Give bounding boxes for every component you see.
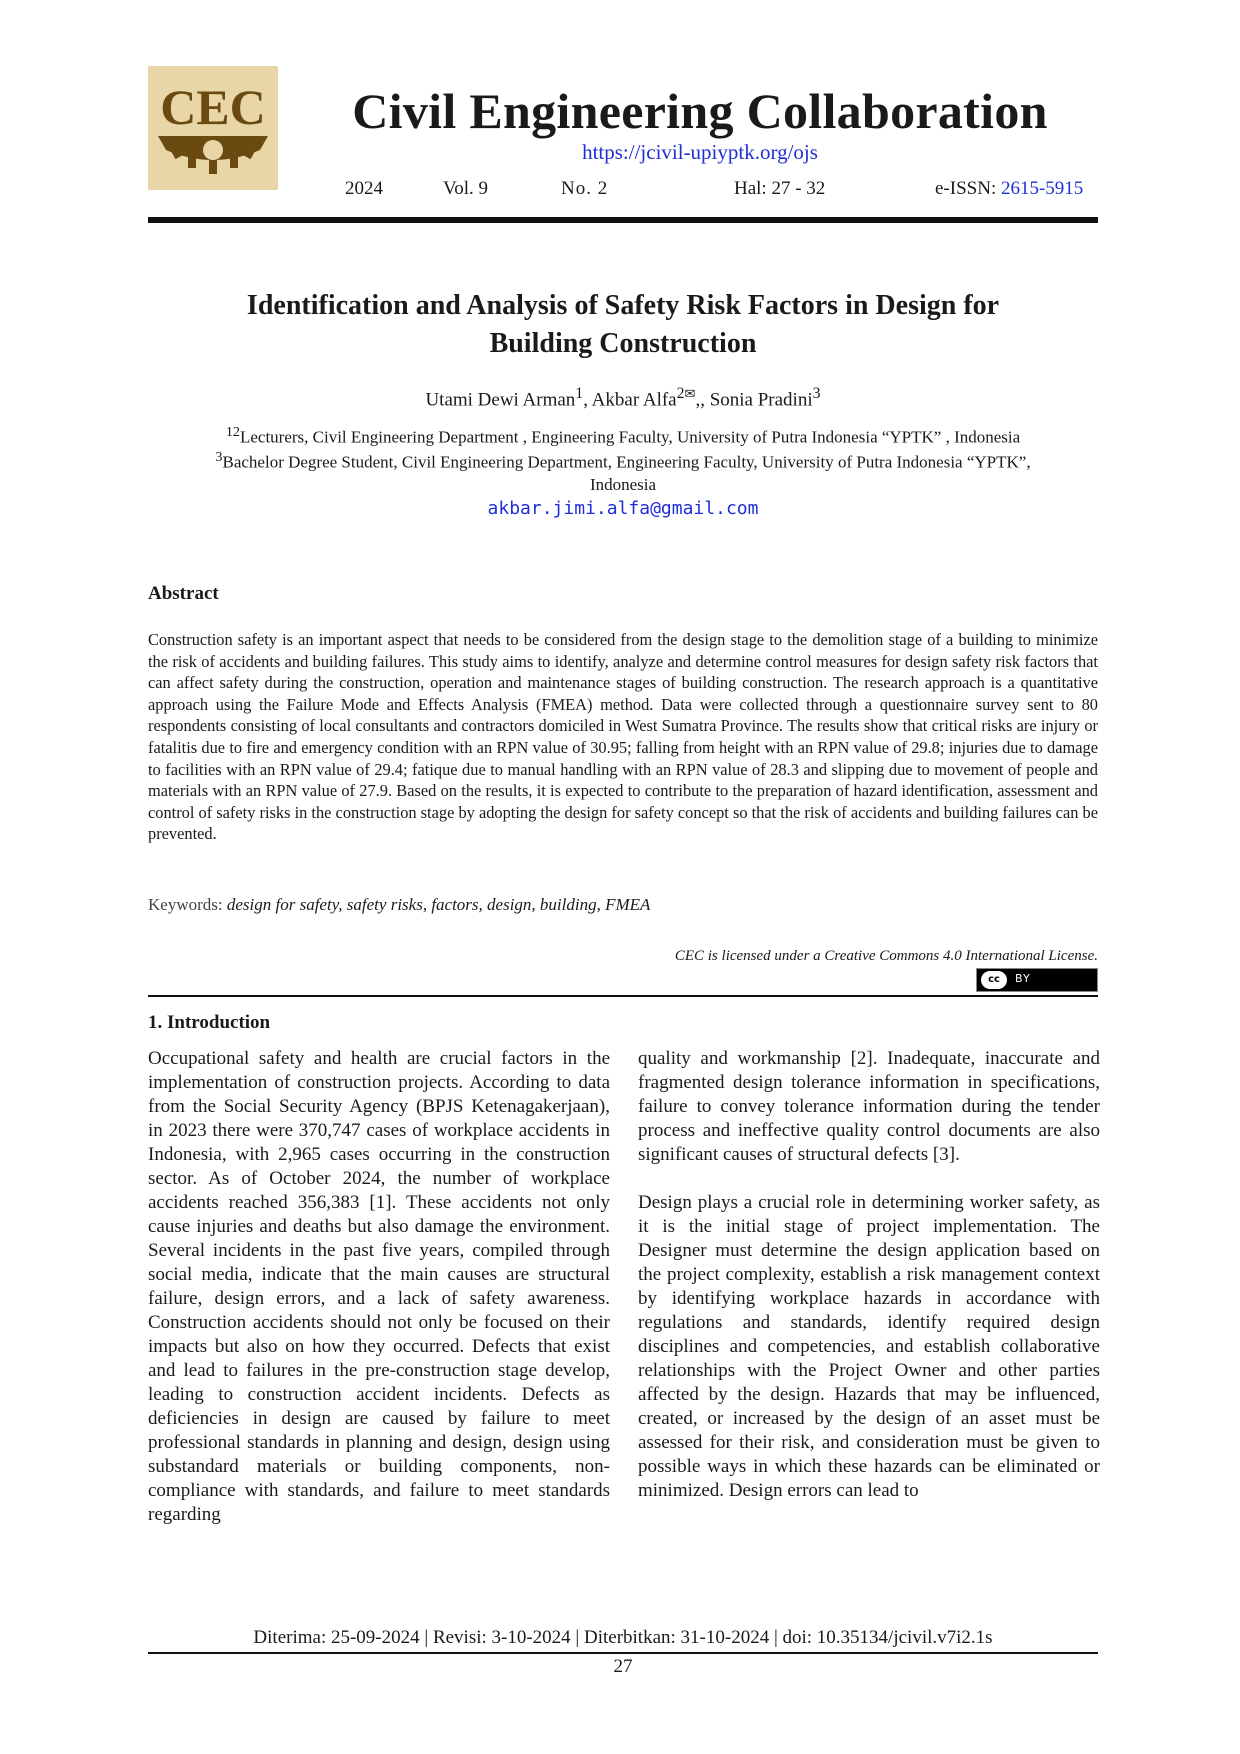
corresponding-email-link[interactable]: akbar.jimi.alfa@gmail.com [487,498,759,519]
affiliation-1 [148,421,1098,449]
body-paragraph: quality and workmanship [2]. Inadequate, inaccurate and fragmented design tolerance information in specifications, failure to convey tolerance information during the tender process and ineffective quality control documents are also significant causes of structural defects [3]. [638,1048,1100,1165]
affiliation-2 [148,446,1098,496]
issue-number: No. 2 [561,178,609,199]
abstract-heading: Abstract [148,583,219,604]
author-sup: 2 [676,385,685,402]
left-column [148,1047,610,1527]
keywords-list: design for safety, safety risks, factors, design, building, FMEA [226,895,651,914]
issue-pages: Hal: 27 - 32 [734,178,826,199]
mail-icon: ✉ [684,386,696,401]
author-list [148,385,1098,411]
by-icon: BY [1015,972,1031,985]
eissn-label: e-ISSN: [935,178,997,199]
section-divider [148,995,1098,997]
issue-year: 2024 [345,178,383,199]
eissn [935,178,1083,200]
keywords-label: Keywords: [148,895,223,914]
cc-by-badge[interactable] [976,968,1098,992]
paper-title-line1: Identification and Analysis of Safety Risk Factors in Design for [246,290,1000,321]
affiliation-sup: 12 [225,424,240,440]
keywords [148,895,1098,915]
publication-dates: Diterima: 25-09-2024 | Revisi: 3-10-2024 | Diterbitkan: 31-10-2024 | doi: 10.35134/jcivil.v7i2.1s [253,1627,993,1648]
author-name: Utami Dewi Arman [425,389,576,411]
eissn-link[interactable]: 2615-5915 [1000,178,1084,199]
footer-divider [148,1652,1098,1654]
abstract-text: Construction safety is an important aspect that needs to be considered from the design stage to the demolition stage of a building to minimize the risk of accidents and building failures. This study aims to identify, analyze and determine control measures for design safety risk factors that can affect safety during the construction, operation and maintenance stages of building construction. The research approach is a quantitative approach using the Failure Mode and Effects Analysis (FMEA) method. Data were collected through a questionnaire survey sent to 80 respondents consisting of local consultants and contractors domiciled in West Sumatra Province. The results show that critical risks are injury or fatalitis due to fire and emergency condition with an RPN value of 30.95; falling from height with an RPN value of 29.8; injuries due to damage to facilities with an RPN value of 29.4; fatique due to manual handling with an RPN value of 28.3 and slipping due to movement of people and materials with an RPN value of 27.9. Based on the results, it is expected to contribute to the preparation of hazard identification, assessment and control of safety risks in the construction stage by adopting the design for safety concept so that the risk of accidents and building failures can be prevented. [148,630,1098,844]
author-name: , Akbar Alfa [583,389,677,411]
paper-title [148,287,1098,363]
journal-logo [148,66,278,190]
right-column [638,1047,1100,1503]
author-sup: 1 [575,385,584,402]
affiliation-sup: 3 [215,449,223,465]
header-divider [148,217,1098,223]
body-paragraph: Occupational safety and health are crucial factors in the implementation of construction projects. According to data from the Social Security Agency (BPJS Ketenagakerjaan), in 2023 there were 370,747 cases of workplace accidents in Indonesia, with 2,965 cases occurring in the construction sector. As of October 2024, the number of workplace accidents reached 356,383 [1]. These accidents not only cause injuries and deaths but also damage the environment. Several incidents in the past five years, compiled through social media, indicate that the main causes are structural failure, design errors, and a lack of safety awareness. Construction accidents should not only be focused on their impacts but also on how they occurred. Defects that exist and lead to failures in the pre-construction stage develop, leading to construction accident incidents. Defects as deficiencies in design are caused by failure to meet professional standards in planning and design, design using substandard materials or building components, non-compliance with standards, and failure to meet standards regarding [148,1048,610,1525]
body-paragraph: Design plays a crucial role in determining worker safety, as it is the initial stage of project implementation. The Designer must determine the design application based on the project complexity, establish a risk management context by identifying workplace hazards in accordance with regulations and standards, identify required design disciplines and competencies, and establish collaborative relationships with the Project Owner and other parties affected by the design. Hazards that may be influenced, created, or increased by the design of an asset must be assessed for their risk, and consideration must be given to possible ways in which these hazards can be eliminated or minimized. Design errors can lead to [638,1192,1100,1501]
svg-text:CEC: CEC [160,79,266,135]
license-note: CEC is licensed under a Creative Commons 4.0 International License. [674,948,1098,964]
author-sup: 3 [812,385,821,402]
journal-url-link[interactable]: https://jcivil-upiyptk.org/ojs [582,140,818,164]
author-name: ,, Sonia Pradini [695,389,813,411]
journal-title: Civil Engineering Collaboration [352,83,1048,139]
section-heading-introduction: 1. Introduction [148,1012,271,1033]
paper-title-line2: Building Construction [489,328,757,359]
affiliation-text: Bachelor Degree Student, Civil Engineering Department, Engineering Faculty, University of Putra Indonesia “YPTK”, [222,452,1031,472]
page-number: 27 [613,1656,633,1677]
affiliation-text: Lecturers, Civil Engineering Department , Engineering Faculty, University of Putra Indonesia “YPTK” , Indonesia [239,427,1021,447]
cc-icon: cc [981,971,1007,989]
issue-volume: Vol. 9 [443,178,489,199]
cec-logo-icon [148,66,278,190]
affiliation-text-cont: Indonesia [589,474,657,494]
